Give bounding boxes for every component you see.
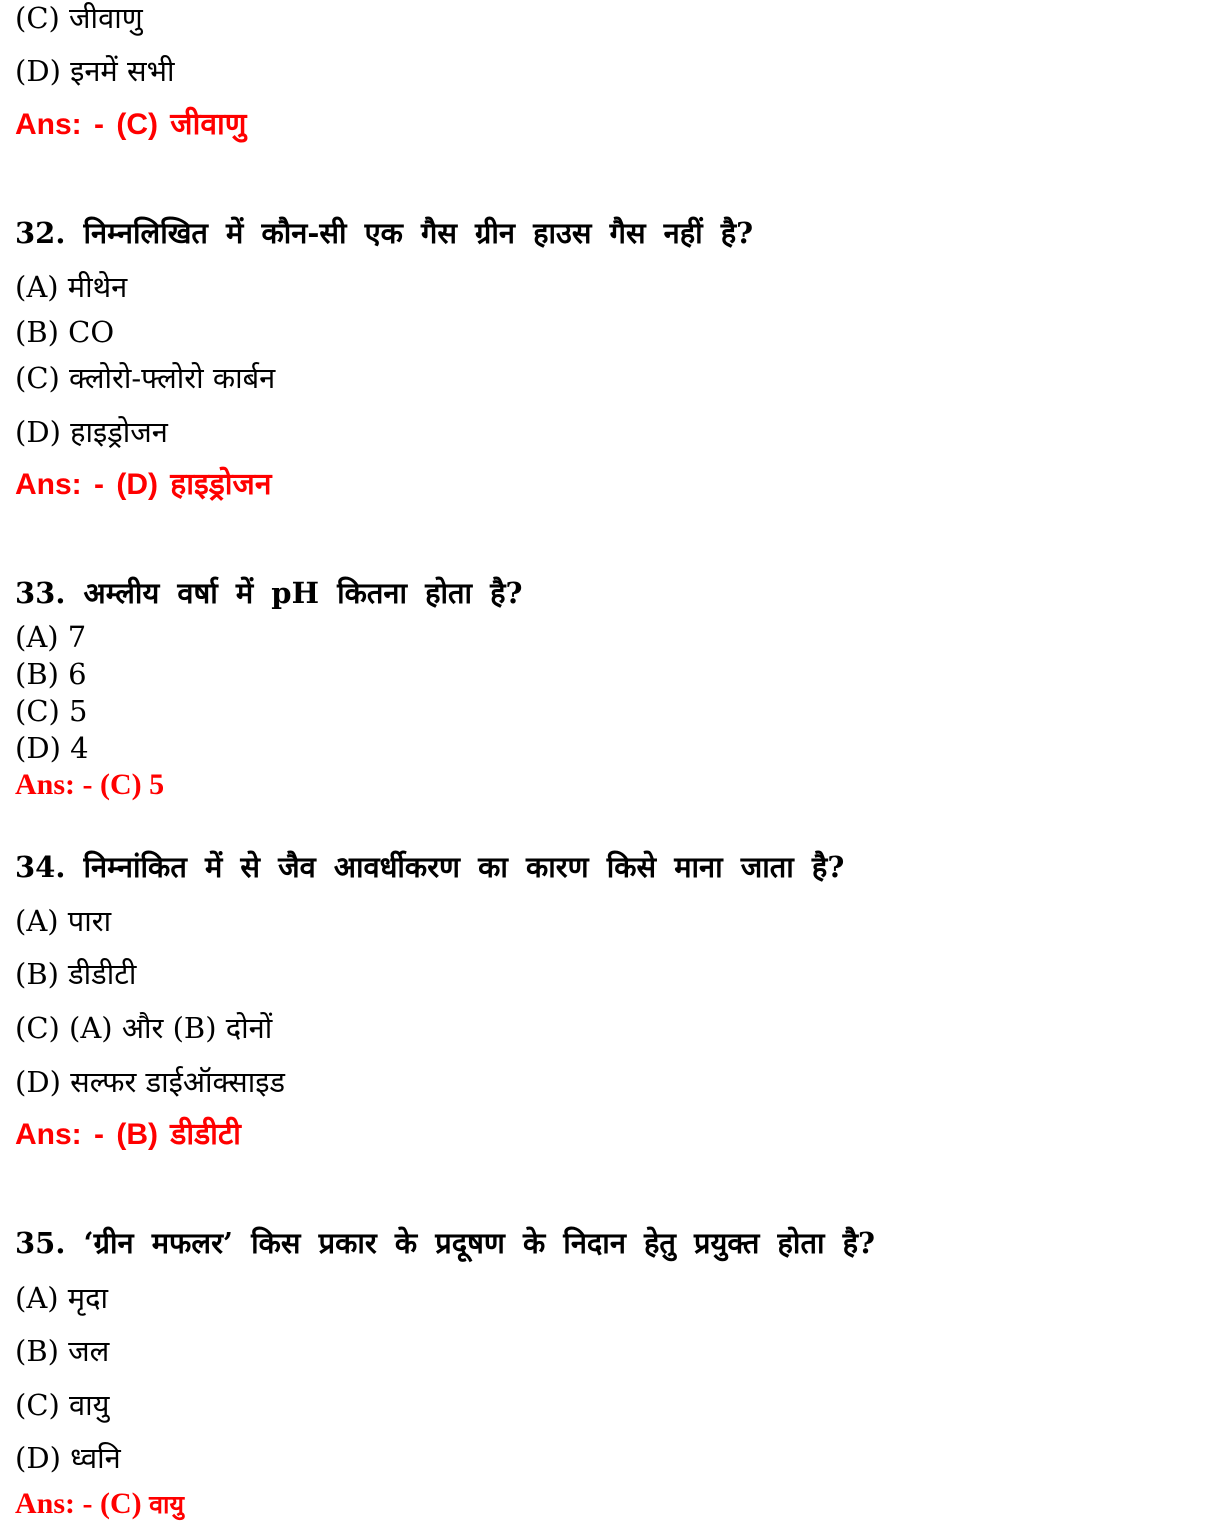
q31-option-c: (C) जीवाणु xyxy=(15,1,143,35)
q32-answer: Ans: - (D) हाइड्रोजन xyxy=(15,468,272,501)
q34-question: 34. निम्नांकित में से जैव आवर्धीकरण का कारण किसे माना जाता है? xyxy=(15,850,845,884)
q32-option-c: (C) क्लोरो-फ्लोरो कार्बन xyxy=(15,361,276,395)
q33-question: 33. अम्लीय वर्षा में pH कितना होता है? xyxy=(15,576,523,610)
q33-option-a: (A) 7 xyxy=(15,620,87,654)
q33-option-d: (D) 4 xyxy=(15,731,89,765)
q35-option-b: (B) जल xyxy=(15,1334,110,1368)
q35-question: 35. ‘ग्रीन मफलर’ किस प्रकार के प्रदूषण के निदान हेतु प्रयुक्त होता है? xyxy=(15,1226,875,1260)
q32-option-a: (A) मीथेन xyxy=(15,270,128,304)
q34-answer: Ans: - (B) डीडीटी xyxy=(15,1118,241,1151)
q33-answer: Ans: - (C) 5 xyxy=(15,768,165,801)
q34-option-a: (A) पारा xyxy=(15,904,112,938)
q35-option-a: (A) मृदा xyxy=(15,1281,109,1315)
q32-option-b: (B) CO xyxy=(15,315,115,349)
q35-answer-text: वायु xyxy=(149,1490,185,1519)
q32-question: 32. निम्नलिखित में कौन-सी एक गैस ग्रीन हाउस गैस नहीं है? xyxy=(15,216,754,250)
q35-answer xyxy=(15,1487,184,1522)
q34-option-d: (D) सल्फर डाईऑक्साइड xyxy=(15,1065,286,1099)
q33-option-b: (B) 6 xyxy=(15,657,87,691)
q35-option-d: (D) ध्वनि xyxy=(15,1441,121,1475)
q34-option-c: (C) (A) और (B) दोनों xyxy=(15,1011,273,1045)
q32-option-d: (D) हाइड्रोजन xyxy=(15,415,168,449)
q31-option-d: (D) इनमें सभी xyxy=(15,54,175,88)
q35-option-c: (C) वायु xyxy=(15,1388,110,1422)
q34-option-b: (B) डीडीटी xyxy=(15,957,137,991)
q35-answer-prefix: Ans: - (C) xyxy=(15,1487,150,1520)
q31-answer: Ans: - (C) जीवाणु xyxy=(15,108,247,141)
q33-option-c: (C) 5 xyxy=(15,694,88,728)
